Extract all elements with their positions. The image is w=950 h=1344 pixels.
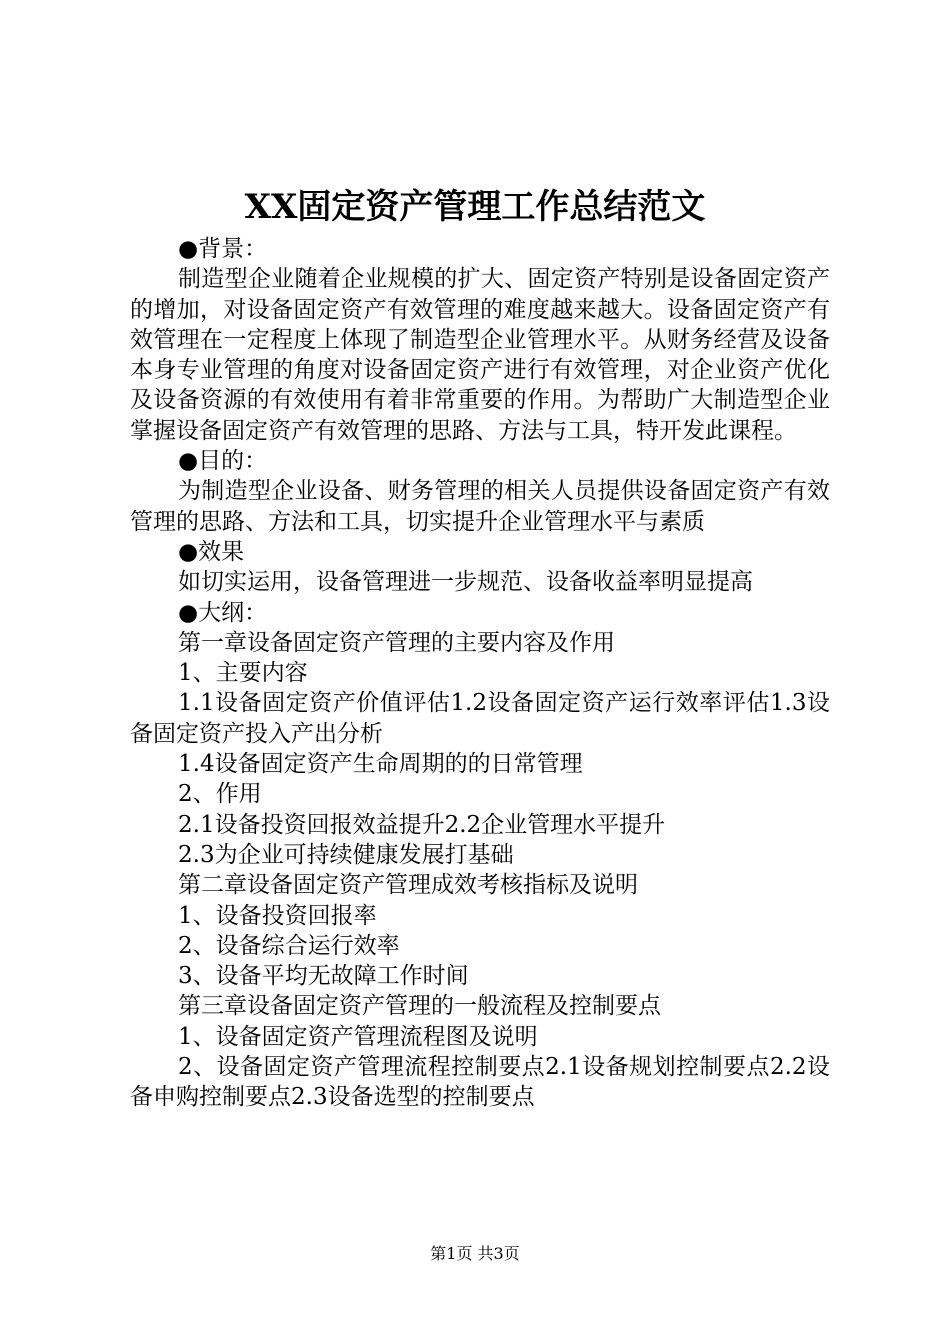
outline-item: 1、主要内容 [178, 660, 308, 687]
outline-item: 2.1设备投资回报效益提升2.2企业管理水平提升 [178, 811, 666, 838]
purpose-heading: ●目的： [178, 448, 268, 475]
outline-heading: ●大纲： [178, 599, 268, 626]
outline-item: 2.3为企业可持续健康发展打基础 [178, 841, 514, 868]
page-footer: 第1页 共3页 [430, 1244, 520, 1263]
purpose-paragraph: 为制造型企业设备、财务管理的相关人员提供设备固定资产有效管理的思路、方法和工具，切实提升企业管理水平与素质 [130, 478, 830, 535]
outline-chapter-3: 第三章设备固定资产管理的一般流程及控制要点 [178, 993, 661, 1020]
outline-chapter-2: 第二章设备固定资产管理成效考核指标及说明 [178, 872, 638, 899]
background-paragraph: 制造型企业随着企业规模的扩大、固定资产特别是设备固定资产的增加，对设备固定资产有效管理的难度越来越大。设备固定资产有效管理在一定程度上体现了制造型企业管理水平。从财务经营及设备本身专业管理的角度对设备固定资产进行有效管理，对企业资产优化及设备资源的有效使用有着非常重要的作用。为帮助广大制造型企业掌握设备固定资产有效管理的思路、方法与工具，特开发此课程。 [130, 266, 830, 444]
outline-chapter-1: 第一章设备固定资产管理的主要内容及作用 [178, 629, 615, 656]
document-body [130, 234, 830, 1113]
document-title: XX固定资产管理工作总结范文 [244, 187, 706, 227]
effect-heading: ●效果 [178, 538, 245, 565]
outline-item: 3、设备平均无故障工作时间 [178, 963, 469, 990]
outline-item: 2、作用 [178, 781, 262, 808]
outline-item: 1、设备固定资产管理流程图及说明 [178, 1023, 538, 1050]
outline-item-wrapped: 1.1设备固定资产价值评估1.2设备固定资产运行效率评估1.3设备固定资产投入产出分析 [130, 690, 830, 747]
outline-item-wrapped: 2、设备固定资产管理流程控制要点2.1设备规划控制要点2.2设备申购控制要点2.3设备选型的控制要点 [130, 1054, 830, 1111]
background-heading: ●背景： [178, 236, 268, 262]
outline-item: 2、设备综合运行效率 [178, 932, 400, 959]
outline-item: 1.4设备固定资产生命周期的的日常管理 [178, 751, 583, 778]
effect-paragraph: 如切实运用，设备管理进一步规范、设备收益率明显提高 [178, 569, 753, 596]
outline-item: 1、设备投资回报率 [178, 902, 377, 929]
